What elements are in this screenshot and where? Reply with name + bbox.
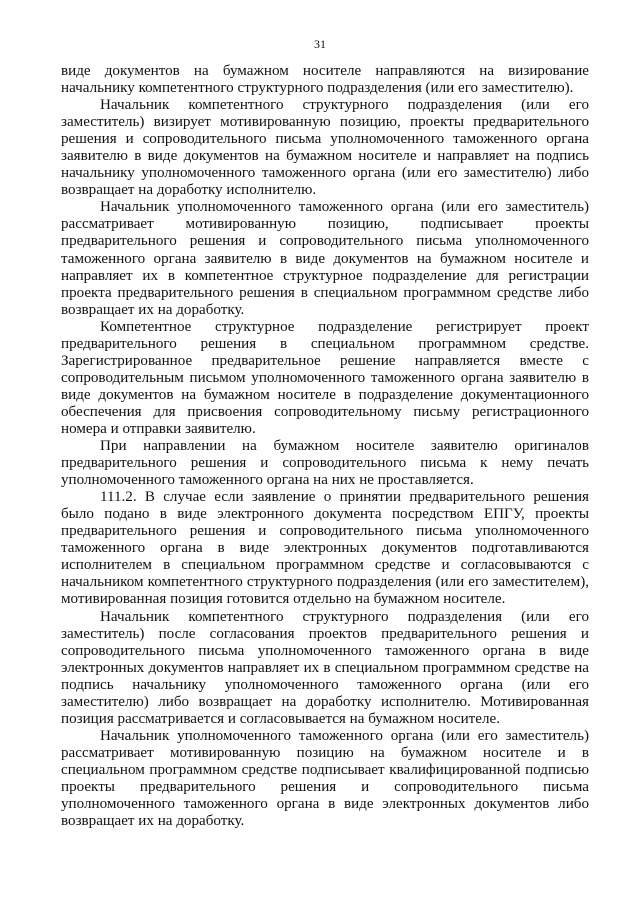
paragraph-authority-head-signs: Начальник уполномоченного таможенного органа (или его заместитель) рассматривает мотивированную позицию, подписывает проекты предварительного решения и сопроводительного письма уполномоченного таможенного органа заявителю в виде документов на бумажном носителе и направляет их в компетентное структурное подразделение для регистрации проекта предварительного решения в специальном программном средстве либо возвращает их на доработку. [61, 199, 589, 318]
paragraph-electronic-approval: Начальник компетентного структурного подразделения (или его заместитель) после согласования проектов предварительного решения и сопроводительного письма уполномоченного таможенного органа в виде электронных документов направляет их в специальном программном средстве на подпись начальнику уполномоченного таможенного органа (или его заместителю) либо возвращает на доработку исполнителю. Мотивированная позиция рассматривается и согласовывается на бумажном носителе. [61, 608, 589, 727]
paragraph-no-seal: При направлении на бумажном носителе заявителю оригиналов предварительного решения и сопроводительного письма к нему печать уполномоченного таможенного органа на них не проставляется. [61, 438, 589, 489]
paragraph-continuation: виде документов на бумажном носителе направляются на визирование начальнику компетентного структурного подразделения (или его заместителю). [61, 63, 589, 97]
paragraph-qualified-signature: Начальник уполномоченного таможенного органа (или его заместитель) рассматривает мотивированную позицию на бумажном носителе и в специальном программном средстве подписывает квалифицированной подписью проекты предварительного решения и сопроводительного письма уполномоченного таможенного органа в виде электронных документов либо возвращает их на доработку. [61, 727, 589, 830]
page-number: 31 [314, 37, 326, 51]
paragraph-111-2-electronic: 111.2. В случае если заявление о принятии предварительного решения было подано в виде электронного документа посредством ЕПГУ, проекты предварительного решения и сопроводительного письма уполномоченного таможенного органа в виде электронных документов подготавливаются исполнителем в специальном программном средстве и согласовываются с начальником компетентного структурного подразделения (или его заместителем), мотивированная позиция готовится отдельно на бумажном носителе. [61, 489, 589, 608]
paragraph-registration: Компетентное структурное подразделение регистрирует проект предварительного решения в специальном программном средстве. Зарегистрированное предварительное решение направляется вместе с сопроводительным письмом уполномоченного таможенного органа заявителю в виде документов на бумажном носителе в подразделение документационного обеспечения для присвоения сопроводительному письму регистрационного номера и отправки заявителю. [61, 318, 589, 437]
body-text [61, 63, 589, 830]
paragraph-division-head-visa: Начальник компетентного структурного подразделения (или его заместитель) визирует мотивированную позицию, проекты предварительного решения и сопроводительного письма уполномоченного таможенного органа заявителю в виде документов на бумажном носителе и направляет на подпись начальнику уполномоченного таможенного органа (или его заместителю) либо возвращает на доработку исполнителю. [61, 97, 589, 199]
